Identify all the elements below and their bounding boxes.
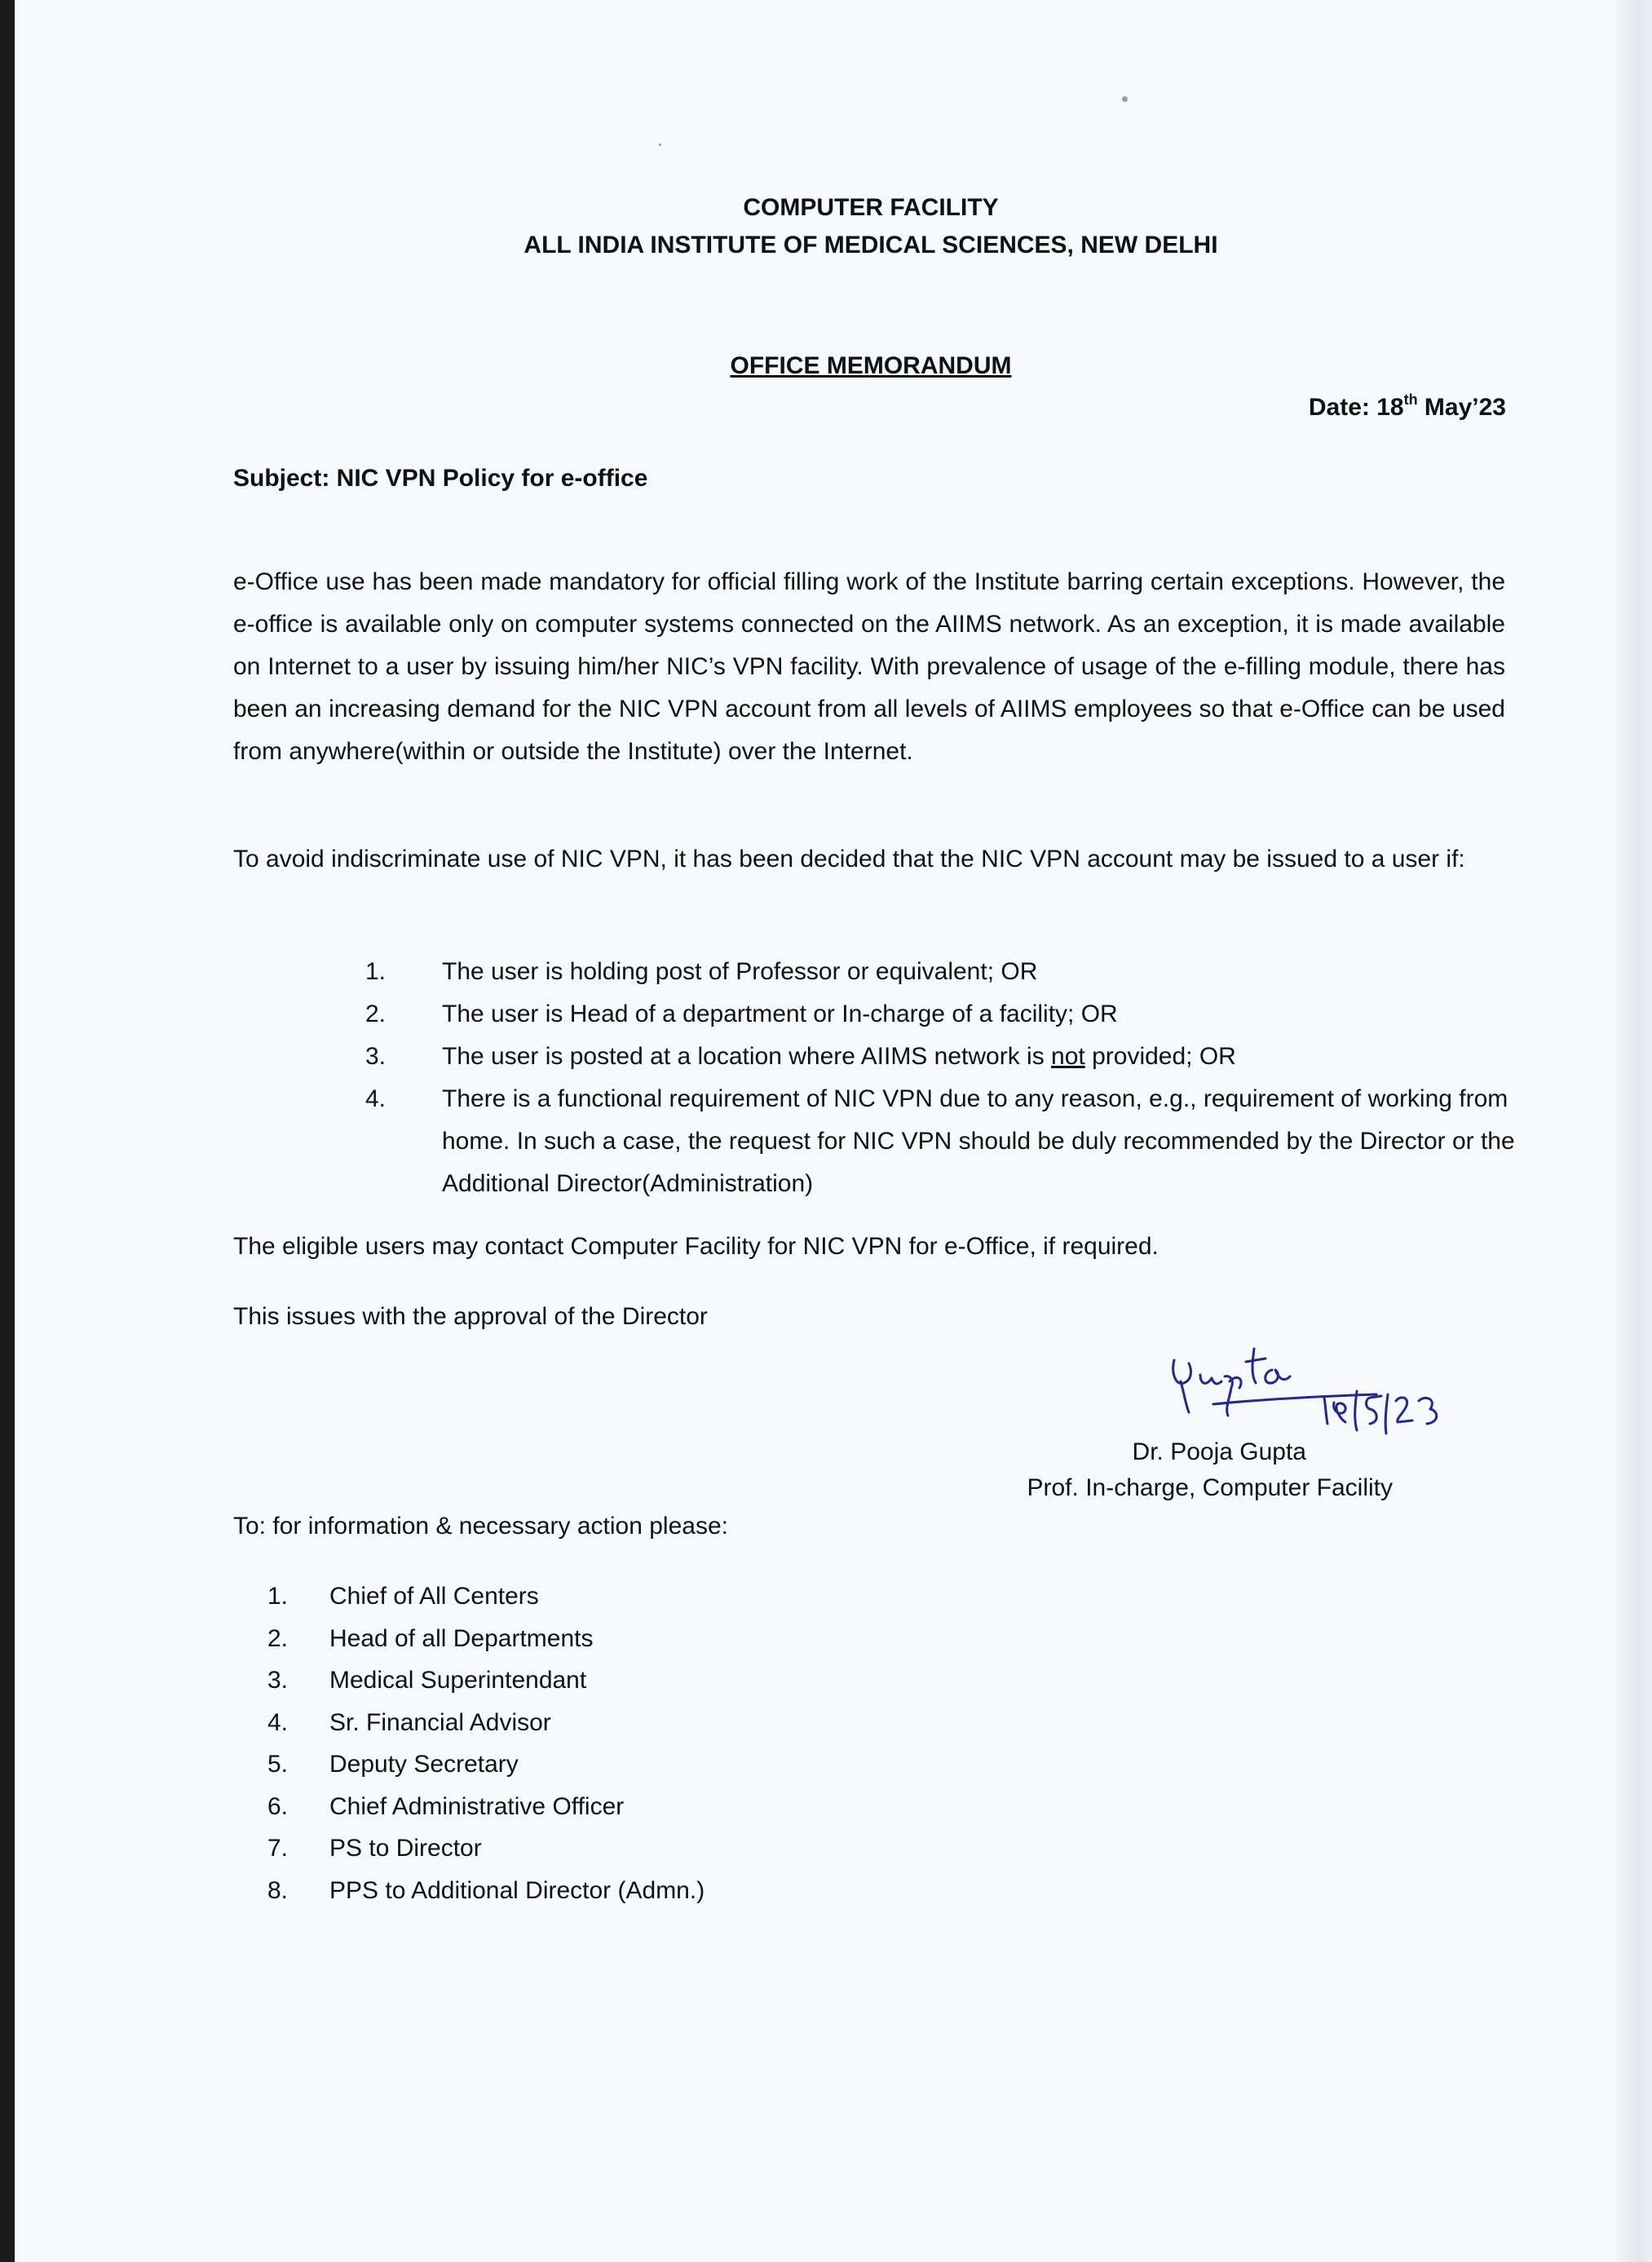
scan-speck: [1122, 96, 1128, 102]
date-ordinal: th: [1403, 391, 1418, 408]
list-number: 4.: [267, 1708, 289, 1736]
list-number: 3.: [365, 1043, 386, 1070]
list-number: 3.: [267, 1667, 289, 1694]
intro-paragraph: e-Office use has been made mandatory for official filling work of the Institute barring certain exceptions. However, the e-office is available only on computer systems connected on the AIIMS network. As an exception, it is made available on Internet to a user by issuing him/her NIC’s VPN facility. With prevalence of usage of the e-filling module, there has been an increasing demand for the NIC VPN account from all levels of AIIMS employees so that e-Office can be used from anywhere(within or outside the Institute) over the Internet.: [233, 568, 1505, 765]
recipient-text: Head of all Departments: [329, 1624, 594, 1652]
distribution-intro: To: for information & necessary action please:: [233, 1513, 728, 1540]
list-item: [267, 1870, 705, 1912]
condition-text: There is a functional requirement of NIC VPN due to any reason, e.g., requirement of working from home. In such a case, the request for NIC VPN should be duly recommended by the Director or the Additional Director(Administration): [442, 1085, 1515, 1197]
institution-line-1: COMPUTER FACILITY: [743, 194, 999, 221]
condition-item: [365, 993, 1523, 1036]
recipient-text: Chief Administrative Officer: [329, 1792, 625, 1820]
condition-emphasis: not: [1051, 1043, 1085, 1070]
scan-edge-right: [1616, 0, 1652, 2262]
condition-item: [365, 1078, 1523, 1205]
list-number: 2.: [267, 1624, 289, 1652]
recipient-text: Sr. Financial Advisor: [329, 1708, 551, 1736]
distribution-list: [267, 1575, 705, 1911]
list-item: [267, 1659, 705, 1702]
list-number: 4.: [365, 1085, 386, 1112]
memo-date: [1309, 393, 1506, 422]
date-rest: May’23: [1417, 394, 1506, 421]
contact-line: The eligible users may contact Computer Facility for NIC VPN for e-Office, if required.: [233, 1233, 1159, 1260]
signatory-designation: Prof. In-charge, Computer Facility: [1027, 1474, 1393, 1501]
list-item: [267, 1743, 705, 1786]
list-number: 1.: [365, 958, 386, 985]
recipient-text: Chief of All Centers: [329, 1583, 539, 1610]
recipient-text: Deputy Secretary: [329, 1751, 519, 1778]
list-number: 6.: [267, 1792, 289, 1820]
condition-intro-paragraph: To avoid indiscriminate use of NIC VPN, it has been decided that the NIC VPN account may be issued to a user if:: [233, 846, 1465, 873]
recipient-text: PPS to Additional Director (Admn.): [329, 1876, 705, 1904]
institution-line-2: ALL INDIA INSTITUTE OF MEDICAL SCIENCES, NEW DELHI: [523, 232, 1218, 258]
scan-speck: [659, 144, 661, 146]
list-item: [267, 1575, 705, 1618]
recipient-text: PS to Director: [329, 1835, 482, 1862]
memo-title: OFFICE MEMORANDUM: [730, 352, 1012, 379]
handwritten-signature: [1164, 1337, 1466, 1451]
list-item: [267, 1786, 705, 1828]
condition-text-before: The user is posted at a location where AIIMS network is: [442, 1043, 1052, 1070]
condition-item: [365, 1036, 1523, 1078]
list-item: [267, 1618, 705, 1660]
list-item: [267, 1702, 705, 1744]
list-item: [267, 1827, 705, 1870]
list-number: 1.: [267, 1583, 289, 1610]
list-number: 7.: [267, 1835, 289, 1862]
condition-item: [365, 951, 1523, 993]
recipient-text: Medical Superintendant: [329, 1667, 587, 1694]
list-number: 8.: [267, 1876, 289, 1904]
memo-subject: Subject: NIC VPN Policy for e-office: [233, 465, 648, 492]
condition-text: The user is holding post of Professor or equivalent; OR: [442, 958, 1038, 985]
eligibility-conditions: [365, 951, 1523, 1205]
date-prefix: Date: 18: [1308, 394, 1404, 421]
signatory-name: Dr. Pooja Gupta: [1132, 1438, 1306, 1465]
memo-page: [15, 0, 1616, 2262]
list-number: 2.: [365, 1001, 386, 1027]
scan-edge-left: [0, 0, 15, 2262]
approval-line: This issues with the approval of the Director: [233, 1303, 708, 1330]
condition-text: The user is Head of a department or In-charge of a facility; OR: [442, 1001, 1118, 1027]
condition-text-after: provided; OR: [1084, 1043, 1236, 1070]
list-number: 5.: [267, 1751, 289, 1778]
